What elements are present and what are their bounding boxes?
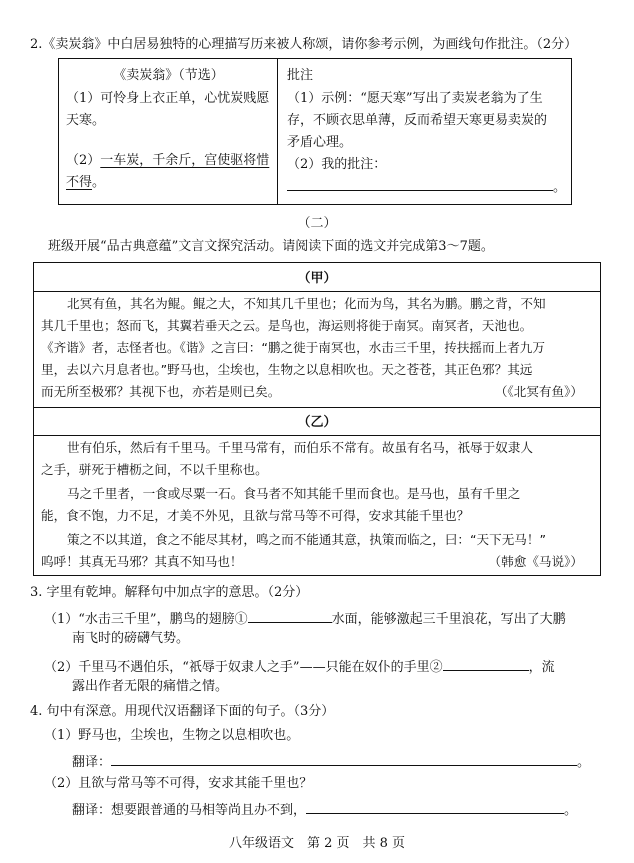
right-line-1b: 存，不顾衣思单薄，反而希望天寒更易卖炭的 [287, 113, 548, 128]
passage-b-line-1: 世有伯乐，然后有千里马。千里马常有，而伯乐不常有。故虽有名马，祇辱于奴隶人 [67, 440, 533, 455]
underlined-sentence-part-2: 不得 [66, 175, 93, 190]
left-line-1a: （1）可怜身上衣正单，心忧炭贱愿 [66, 91, 270, 106]
left-header: 《卖炭翁》（节选） [113, 68, 224, 83]
q4-stem: 4. 句中有深意。用现代汉语翻译下面的句子。（3分） [30, 704, 335, 719]
right-line-1a: （1）示例：“愿天寒”写出了卖炭老翁为了生 [287, 91, 543, 106]
right-2-end: 。 [553, 180, 567, 195]
right-line-2b [287, 176, 567, 199]
left-line-1b: 天寒。 [66, 113, 106, 128]
passage-b-source: （韩愈《马说》） [488, 554, 583, 569]
q3-item-2-c: 露出作者无限的痛惜之情。 [72, 679, 229, 694]
q3-item-2-b: ，流 [528, 660, 555, 675]
q2-stem: 2.《卖炭翁》中白居易独特的心理描写历来被人称颂，请你参考示例，为画线句作批注。（2分） [30, 37, 578, 52]
annotation-blank-2[interactable] [287, 176, 553, 191]
q4-blank-2[interactable] [306, 799, 564, 814]
q3-blank-2[interactable] [443, 656, 529, 671]
left-2-end: 。 [92, 175, 106, 190]
q4-item-1: （1）野马也，尘埃也，生物之以息相吹也。 [44, 728, 300, 743]
q4-item-2-translation [72, 799, 577, 820]
q4-item-1-translation [72, 751, 590, 772]
passage-a-source: （《北冥有鱼》） [494, 384, 583, 399]
passage-b-title: （乙） [297, 415, 337, 430]
passage-box [33, 262, 601, 576]
right-2-prefix: （2）我的批注： [287, 157, 387, 172]
passage-b-line-6 [41, 551, 593, 573]
q4-item-1-end: 。 [577, 755, 591, 770]
q4-item-2-end: 。 [564, 803, 578, 818]
passage-a-line-1: 北冥有鱼，其名为鲲。鲲之大，不知其几千里也；化而为鸟，其名为鹏。鹏之背，不知 [67, 296, 546, 311]
right-line-1c: 矛盾心理。 [287, 135, 353, 150]
q3-blank-1[interactable] [248, 608, 332, 623]
passage-b-title-rule [34, 435, 600, 436]
right-header: 批注 [287, 68, 314, 83]
q3-stem: 3. 字里有乾坤。解释句中加点字的意思。（2分） [30, 585, 309, 600]
q3-item-2 [44, 656, 555, 677]
underlined-sentence-part-1: 一车炭，千余斤，宫使驱将惜 [100, 153, 270, 168]
q3-item-1-b: 水面，能够激起三千里浪花，写出了大鹏 [331, 612, 566, 627]
left-line-2a [66, 150, 271, 172]
left-line-2b [66, 172, 271, 194]
q3-item-1 [44, 608, 566, 629]
passage-a-title: （甲） [297, 271, 337, 286]
section-intro: 班级开展“品古典意蕴”文言文探究活动。请阅读下面的选文并完成第3～7题。 [48, 239, 494, 254]
table-divider [277, 59, 278, 204]
q3-item-2-a: （2）千里马不遇伯乐，“祇辱于奴隶人之手”——只能在奴仆的手里② [44, 660, 443, 675]
q4-item-2-label: 翻译：想要跟普通的马相等尚且办不到， [72, 803, 307, 818]
section-title: （二） [297, 216, 337, 231]
page-footer: 八年级语文 第 2 页 共 8 页 [228, 836, 406, 851]
passage-a-title-rule [34, 291, 600, 292]
q4-item-1-label: 翻译： [72, 755, 112, 770]
q2-annotation-table [58, 58, 572, 205]
passage-b-line-6-text: 呜呼！其真无马邪？其真不知马也！ [41, 554, 243, 569]
passage-a-line-4: 里，去以六月息者也。”野马也，尘埃也，生物之以息相吹也。天之苍苍，其正色邪？其远 [41, 362, 533, 377]
passage-a-line-5-text: 而无所至极邪？其视下也，亦若是则已矣。 [41, 384, 281, 399]
passage-b-line-2: 之手，骈死于槽枥之间，不以千里称也。 [41, 462, 268, 477]
passage-a-line-5 [41, 381, 593, 403]
passage-a-line-3: 《齐谐》者，志怪者也。《谐》之言曰：“鹏之徙于南冥也，水击三千里，抟扶摇而上者九万 [41, 340, 545, 355]
q3-item-1-c: 南飞时的磅礴气势。 [72, 631, 190, 646]
q3-item-1-a: （1）“水击三千里”，鹏鸟的翅膀① [44, 612, 248, 627]
passage-separator [34, 407, 600, 408]
left-2-prefix: （2） [66, 153, 101, 168]
q4-item-2: （2）且欲与常马等不可得，安求其能千里也？ [44, 776, 313, 791]
q4-blank-1[interactable] [111, 751, 577, 766]
passage-b-line-3: 马之千里者，一食或尽粟一石。食马者不知其能千里而食也。是马也，虽有千里之 [67, 486, 521, 501]
passage-a-line-2: 其几千里也；怒而飞，其翼若垂天之云。是鸟也，海运则将徙于南冥。南冥者，天池也。 [41, 318, 533, 333]
passage-b-line-4: 能，食不饱，力不足，才美不外见，且欲与常马等不可得，安求其能千里也？ [41, 508, 470, 523]
passage-b-line-5: 策之不以其道，食之不能尽其材，鸣之而不能通其意，执策而临之，曰：“天下无马！” [67, 532, 547, 547]
